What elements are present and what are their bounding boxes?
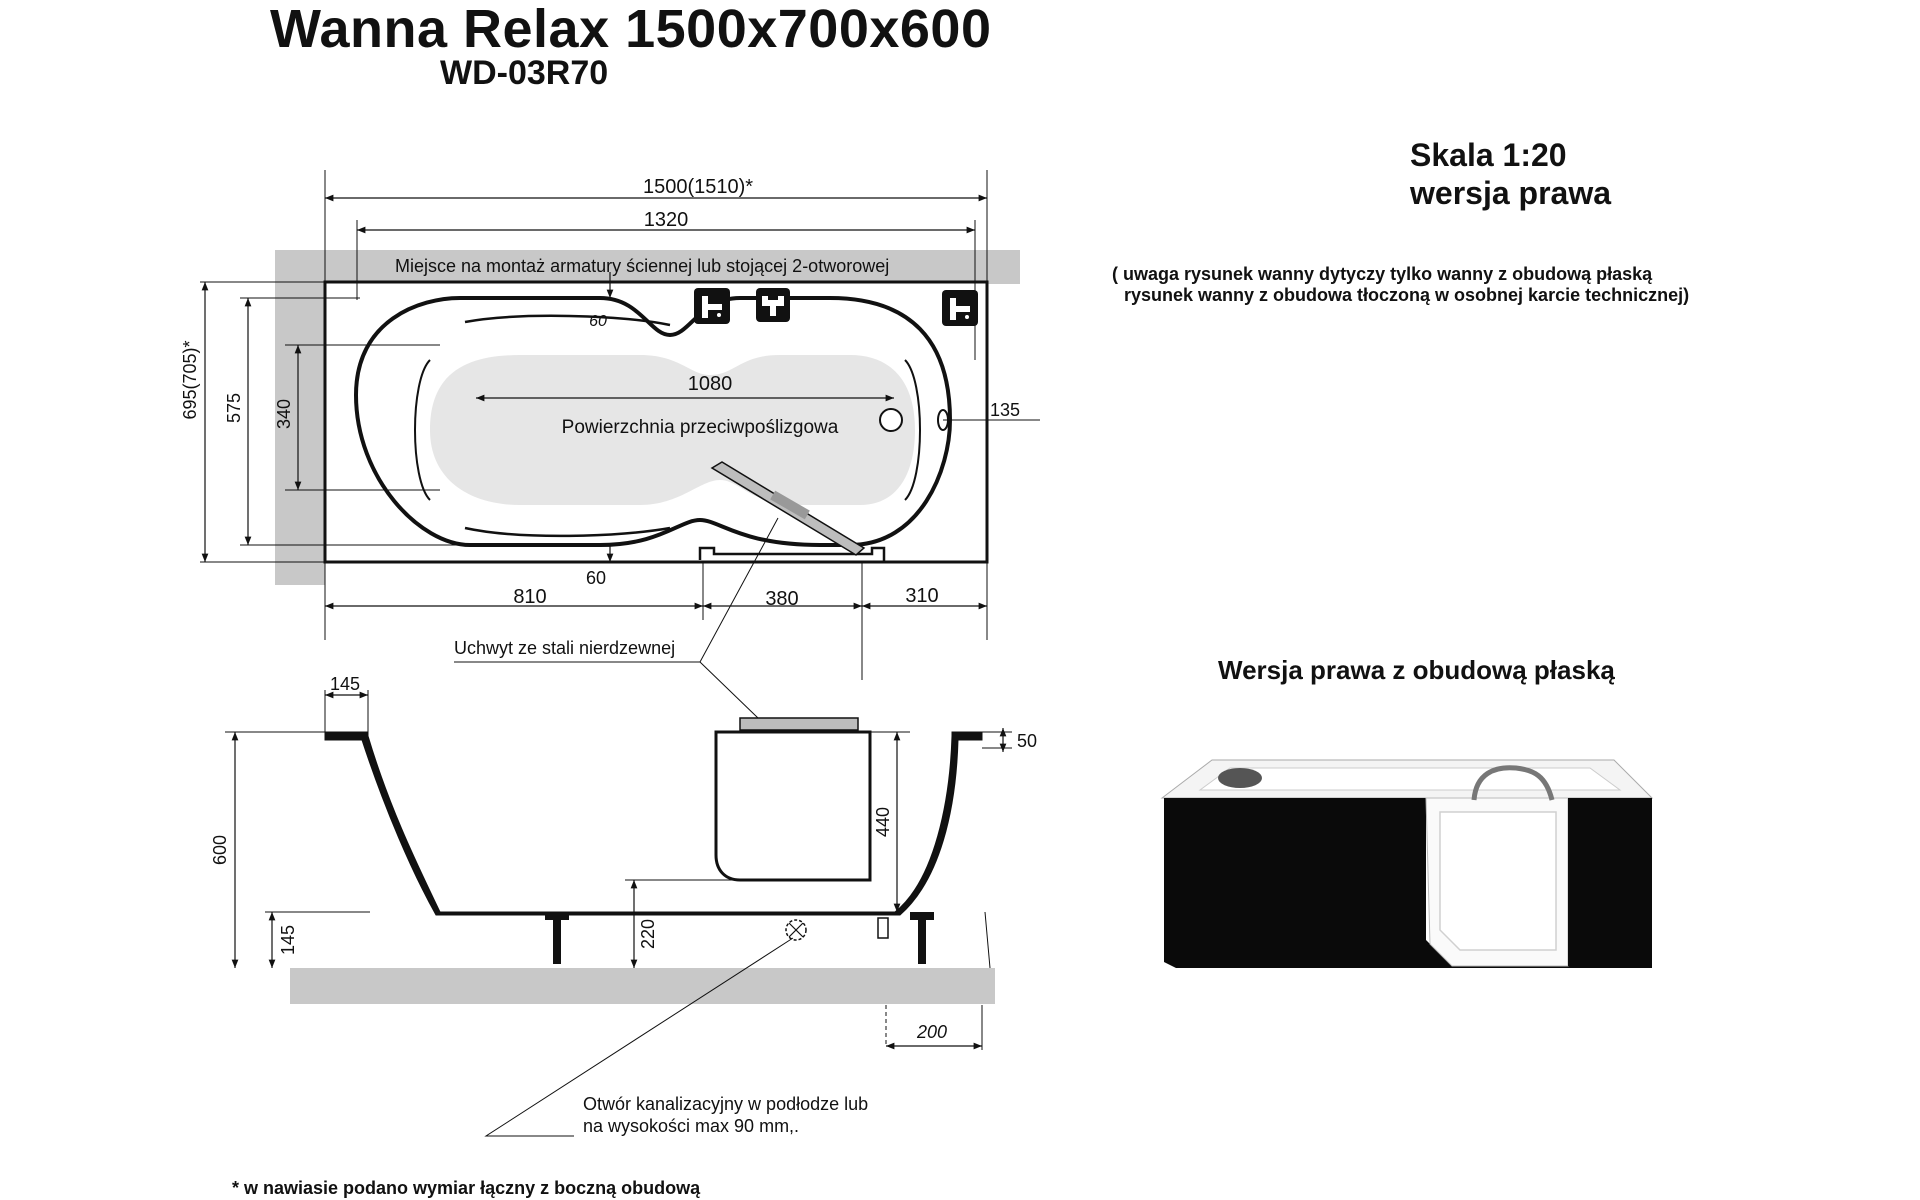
wall-faucet-icon	[942, 290, 978, 326]
dim-inner-length: 1320	[643, 209, 689, 231]
drain-pipe	[878, 918, 888, 938]
dim-overflow: 135	[990, 400, 1021, 420]
deck-faucet-icon	[756, 288, 790, 322]
product-headrest	[1218, 768, 1262, 788]
dim-seg1: 810	[513, 586, 547, 608]
dim-floor-length: 1080	[687, 373, 733, 395]
dim-total-length: 1500(1510)*	[642, 176, 754, 198]
feet	[545, 912, 934, 964]
door-panel	[716, 732, 870, 880]
dim-total-height: 600	[210, 834, 230, 866]
dim-seg3: 310	[905, 585, 939, 607]
side-view	[210, 674, 1037, 1136]
dim-rim-top: 60	[589, 313, 607, 330]
product-door-frame	[1568, 798, 1640, 966]
dim-rim-height: 50	[1017, 731, 1038, 751]
product-basin	[1200, 768, 1620, 790]
drawing-title: Wanna Relax 1500x700x600	[270, 0, 992, 59]
dim-door-sill: 220	[638, 918, 658, 950]
antislip-label: Powierzchnia przeciwpoślizgowa	[561, 417, 839, 438]
dim-floor-width: 340	[274, 398, 294, 430]
dim-drain-offset: 200	[916, 1022, 948, 1042]
product-door-inner	[1440, 812, 1556, 950]
handle-leader-line-2	[700, 662, 758, 718]
scale-label: Skala 1:20	[1410, 137, 1567, 173]
handle-label: Uchwyt ze stali nierdzewnej	[454, 638, 676, 658]
drain-label-line-2: na wysokości max 90 mm,.	[583, 1116, 800, 1136]
dim-door-height: 440	[873, 806, 893, 838]
drain-circle	[880, 409, 902, 431]
top-view	[180, 170, 1040, 718]
handle-side-view	[740, 718, 858, 730]
dim-foot-height: 145	[278, 924, 298, 956]
dim-seg2: 380	[765, 588, 799, 610]
floor-drain-icon	[786, 920, 806, 940]
dim-rim-offset: 145	[330, 674, 361, 694]
wall-mount-label: Miejsce na montaż armatury ściennej lub stojącej 2-otworowej	[395, 256, 890, 276]
version-label: wersja prawa	[1410, 175, 1611, 211]
footnote: * w nawiasie podano wymiar łączny z boczną obudową	[232, 1178, 701, 1198]
dim-inner-width: 575	[224, 392, 244, 424]
note-line-2: rysunek wanny z obudowa tłoczoną w osobnej karcie technicznej)	[1124, 285, 1690, 305]
product-caption: Wersja prawa z obudową płaską	[1218, 655, 1615, 685]
drain-label-line-1: Otwór kanalizacyjny w podłodze lub	[583, 1094, 869, 1114]
dim-rim-bottom: 60	[585, 568, 607, 588]
note-line-1: ( uwaga rysunek wanny dytyczy tylko wanny z obudową płaską	[1112, 264, 1653, 284]
wall-faucet-icon	[694, 288, 730, 324]
model-code: WD-03R70	[440, 54, 609, 92]
dim-total-width: 695(705)*	[180, 340, 200, 420]
floor-band	[290, 968, 995, 1004]
product-image	[1162, 760, 1652, 968]
